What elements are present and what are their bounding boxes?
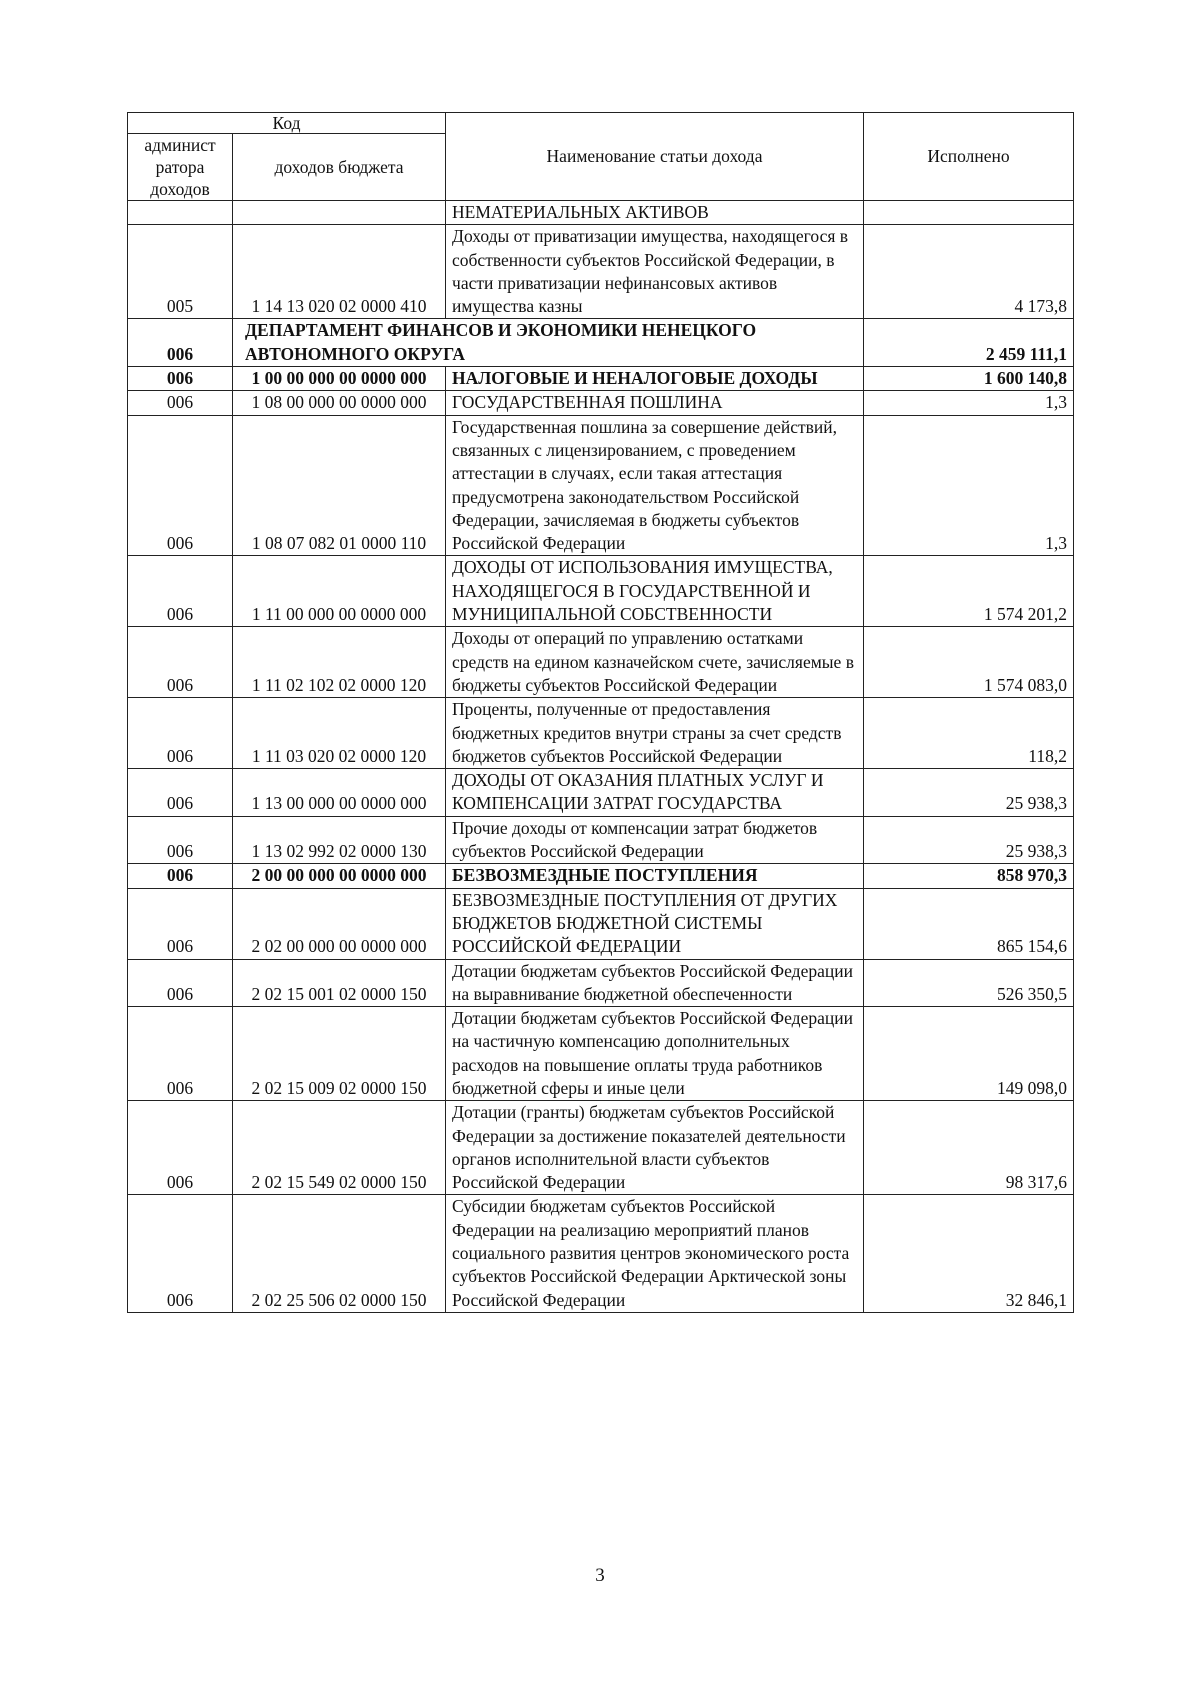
table-row <box>128 225 1074 319</box>
code-cell: 1 13 00 000 00 0000 000 <box>233 769 446 817</box>
name-cell: Доходы от операций по управлению остатками средств на едином казначейском счете, зачисляемые в бюджеты субъектов Российской Федерации <box>446 627 864 698</box>
code-cell: 2 02 25 506 02 0000 150 <box>233 1195 446 1312</box>
name-cell: ДОХОДЫ ОТ ИСПОЛЬЗОВАНИЯ ИМУЩЕСТВА, НАХОДЯЩЕГОСЯ В ГОСУДАРСТВЕННОЙ И МУНИЦИПАЛЬНОЙ СОБСТВЕННОСТИ <box>446 556 864 627</box>
admin-cell: 005 <box>128 225 233 319</box>
table-row <box>128 319 1074 367</box>
admin-cell: 006 <box>128 816 233 864</box>
amount-cell: 858 970,3 <box>864 864 1074 888</box>
amount-cell: 526 350,5 <box>864 959 1074 1007</box>
code-cell: 1 13 02 992 02 0000 130 <box>233 816 446 864</box>
code-cell: 2 00 00 000 00 0000 000 <box>233 864 446 888</box>
table-row <box>128 391 1074 415</box>
name-cell: БЕЗВОЗМЕЗДНЫЕ ПОСТУПЛЕНИЯ ОТ ДРУГИХ БЮДЖЕТОВ БЮДЖЕТНОЙ СИСТЕМЫ РОССИЙСКОЙ ФЕДЕРАЦИИ <box>446 888 864 959</box>
admin-cell: 006 <box>128 698 233 769</box>
amount-cell: 25 938,3 <box>864 769 1074 817</box>
admin-cell: 006 <box>128 1101 233 1195</box>
code-cell: 1 11 03 020 02 0000 120 <box>233 698 446 769</box>
table-row <box>128 698 1074 769</box>
department-name-cell: ДЕПАРТАМЕНТ ФИНАНСОВ И ЭКОНОМИКИ НЕНЕЦКОГО АВТОНОМНОГО ОКРУГА <box>233 319 864 367</box>
table-row <box>128 1007 1074 1101</box>
code-cell: 2 02 15 549 02 0000 150 <box>233 1101 446 1195</box>
table-row <box>128 959 1074 1007</box>
header-amount: Исполнено <box>864 113 1074 201</box>
table-row <box>128 627 1074 698</box>
code-cell: 1 08 00 000 00 0000 000 <box>233 391 446 415</box>
admin-cell: 006 <box>128 1007 233 1101</box>
admin-cell: 006 <box>128 864 233 888</box>
name-cell: ДОХОДЫ ОТ ОКАЗАНИЯ ПЛАТНЫХ УСЛУГ И КОМПЕНСАЦИИ ЗАТРАТ ГОСУДАРСТВА <box>446 769 864 817</box>
amount-cell: 865 154,6 <box>864 888 1074 959</box>
amount-cell: 1 574 201,2 <box>864 556 1074 627</box>
amount-cell: 4 173,8 <box>864 225 1074 319</box>
header-admin: админист ратора доходов <box>128 134 233 201</box>
admin-cell: 006 <box>128 888 233 959</box>
header-kod: Код <box>128 113 446 134</box>
name-cell: Дотации бюджетам субъектов Российской Федерации на выравнивание бюджетной обеспеченности <box>446 959 864 1007</box>
header-code: доходов бюджета <box>233 134 446 201</box>
name-cell: Государственная пошлина за совершение действий, связанных с лицензированием, с проведением аттестации в случаях, если такая аттестация предусмотрена законодательством Российской Федерации, зачисляемая в бюджеты субъектов Российской Федерации <box>446 415 864 556</box>
revenue-table <box>127 112 1074 1313</box>
table-row <box>128 888 1074 959</box>
amount-cell: 2 459 111,1 <box>864 319 1074 367</box>
name-cell: Прочие доходы от компенсации затрат бюджетов субъектов Российской Федерации <box>446 816 864 864</box>
admin-cell: 006 <box>128 415 233 556</box>
table-row <box>128 556 1074 627</box>
code-cell: 2 02 00 000 00 0000 000 <box>233 888 446 959</box>
admin-cell: 006 <box>128 391 233 415</box>
amount-cell: 1,3 <box>864 415 1074 556</box>
amount-cell: 118,2 <box>864 698 1074 769</box>
code-cell: 2 02 15 001 02 0000 150 <box>233 959 446 1007</box>
name-cell: Дотации (гранты) бюджетам субъектов Российской Федерации за достижение показателей деятельности органов исполнительной власти субъектов Российской Федерации <box>446 1101 864 1195</box>
amount-cell: 1 600 140,8 <box>864 367 1074 391</box>
table-row <box>128 864 1074 888</box>
table-row <box>128 367 1074 391</box>
code-cell: 1 11 00 000 00 0000 000 <box>233 556 446 627</box>
amount-cell: 1,3 <box>864 391 1074 415</box>
amount-cell: 25 938,3 <box>864 816 1074 864</box>
code-cell: 1 00 00 000 00 0000 000 <box>233 367 446 391</box>
amount-cell: 1 574 083,0 <box>864 627 1074 698</box>
name-cell: БЕЗВОЗМЕЗДНЫЕ ПОСТУПЛЕНИЯ <box>446 864 864 888</box>
amount-cell: 98 317,6 <box>864 1101 1074 1195</box>
amount-cell: 32 846,1 <box>864 1195 1074 1312</box>
admin-cell: 006 <box>128 319 233 367</box>
table-row <box>128 201 1074 225</box>
name-cell: Дотации бюджетам субъектов Российской Федерации на частичную компенсацию дополнительных расходов на повышение оплаты труда работников бюджетной сферы и иные цели <box>446 1007 864 1101</box>
name-cell: ГОСУДАРСТВЕННАЯ ПОШЛИНА <box>446 391 864 415</box>
amount-cell: 149 098,0 <box>864 1007 1074 1101</box>
code-cell: 1 11 02 102 02 0000 120 <box>233 627 446 698</box>
name-cell: Доходы от приватизации имущества, находящегося в собственности субъектов Российской Федерации, в части приватизации нефинансовых активов имущества казны <box>446 225 864 319</box>
table-row <box>128 769 1074 817</box>
table-row <box>128 1101 1074 1195</box>
name-cell: Проценты, полученные от предоставления бюджетных кредитов внутри страны за счет средств бюджетов субъектов Российской Федерации <box>446 698 864 769</box>
admin-cell: 006 <box>128 769 233 817</box>
table-row <box>128 415 1074 556</box>
admin-cell: 006 <box>128 1195 233 1312</box>
page-number: 3 <box>595 1565 605 1586</box>
code-cell: 1 14 13 020 02 0000 410 <box>233 225 446 319</box>
header-name: Наименование статьи дохода <box>446 113 864 201</box>
code-cell: 2 02 15 009 02 0000 150 <box>233 1007 446 1101</box>
code-cell: 1 08 07 082 01 0000 110 <box>233 415 446 556</box>
name-cell: НАЛОГОВЫЕ И НЕНАЛОГОВЫЕ ДОХОДЫ <box>446 367 864 391</box>
amount-cell <box>864 201 1074 225</box>
admin-cell: 006 <box>128 627 233 698</box>
admin-cell: 006 <box>128 556 233 627</box>
table-row <box>128 1195 1074 1312</box>
table-row <box>128 816 1074 864</box>
admin-cell: 006 <box>128 959 233 1007</box>
admin-cell: 006 <box>128 367 233 391</box>
name-cell: НЕМАТЕРИАЛЬНЫХ АКТИВОВ <box>446 201 864 225</box>
code-cell <box>233 201 446 225</box>
admin-cell <box>128 201 233 225</box>
name-cell: Субсидии бюджетам субъектов Российской Федерации на реализацию мероприятий планов социального развития центров экономического роста субъектов Российской Федерации Арктической зоны Российской Федерации <box>446 1195 864 1312</box>
